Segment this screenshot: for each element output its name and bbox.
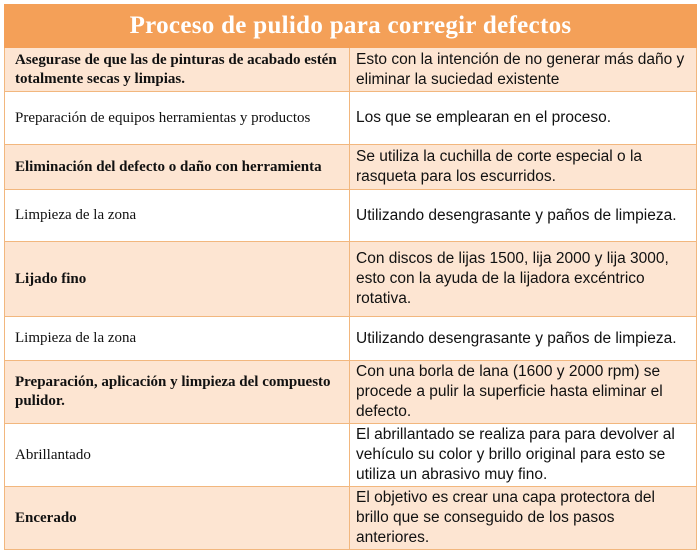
table-row [5,361,697,424]
description-cell: Con discos de lijas 1500, lija 2000 y lija 3000, esto con la ayuda de la lijadora excéntrico rotativa. [350,242,697,317]
step-cell: Limpieza de la zona [5,190,350,242]
step-cell: Abrillantado [5,424,350,487]
description-cell: El abrillantado se realiza para para devolver al vehículo su color y brillo original para esto se utiliza un abrasivo muy fino. [350,424,697,487]
description-cell: Con una borla de lana (1600 y 2000 rpm) se procede a pulir la superficie hasta eliminar el defecto. [350,361,697,424]
table-row [5,190,697,242]
table-row [5,48,697,92]
step-cell: Lijado fino [5,242,350,317]
step-cell: Asegurase de que las de pinturas de acabado estén totalmente secas y limpias. [5,48,350,92]
table-row [5,145,697,190]
table-row [5,92,697,145]
table-row [5,317,697,361]
step-cell: Preparación, aplicación y limpieza del compuesto pulidor. [5,361,350,424]
step-cell: Encerado [5,487,350,550]
table-row [5,424,697,487]
step-cell: Eliminación del defecto o daño con herramienta [5,145,350,190]
description-cell: Utilizando desengrasante y paños de limpieza. [350,190,697,242]
description-cell: Utilizando desengrasante y paños de limpieza. [350,317,697,361]
description-cell: Esto con la intención de no generar más daño y eliminar la suciedad existente [350,48,697,92]
step-cell: Limpieza de la zona [5,317,350,361]
description-cell: El objetivo es crear una capa protectora del brillo que se conseguido de los pasos anteriores. [350,487,697,550]
polishing-process-table [4,4,697,550]
table-title: Proceso de pulido para corregir defectos [5,5,697,48]
description-cell: Se utiliza la cuchilla de corte especial o la rasqueta para los escurridos. [350,145,697,190]
table-row [5,487,697,550]
table-row [5,242,697,317]
description-cell: Los que se emplearan en el proceso. [350,92,697,145]
step-cell: Preparación de equipos herramientas y productos [5,92,350,145]
